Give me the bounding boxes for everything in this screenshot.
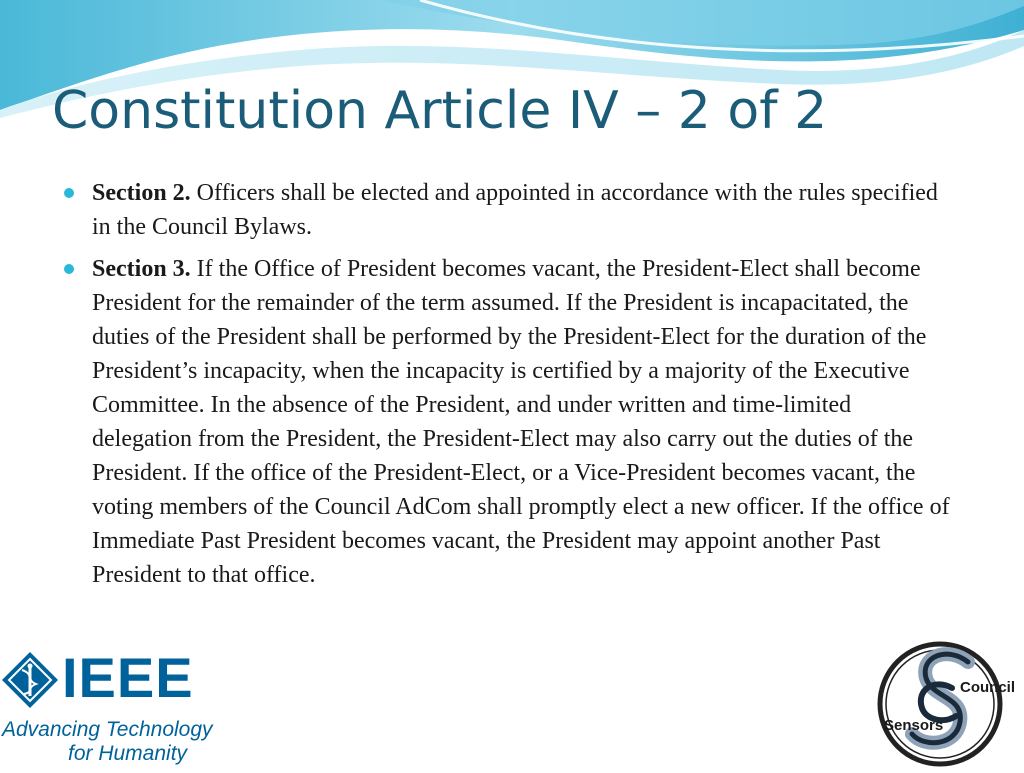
section-label: Section 3. bbox=[92, 256, 191, 282]
section-text: Officers shall be elected and appointed in accordance with the rules specified in the Council Bylaws. bbox=[92, 180, 938, 240]
ieee-wordmark: IEEE bbox=[62, 646, 194, 709]
council-label: Council bbox=[960, 679, 1015, 696]
bullet-item-section-3 bbox=[62, 252, 952, 592]
sensors-council-emblem-icon bbox=[860, 638, 1024, 768]
slide-title: Constitution Article IV – 2 of 2 bbox=[52, 81, 828, 141]
ieee-diamond-icon bbox=[0, 650, 60, 710]
ieee-logo bbox=[0, 646, 213, 768]
bullet-dot-icon bbox=[64, 188, 74, 198]
bullet-list bbox=[62, 176, 952, 600]
sensors-label: Sensors bbox=[884, 717, 944, 734]
section-label: Section 2. bbox=[92, 180, 191, 206]
bullet-item-section-2 bbox=[62, 176, 952, 244]
section-text: If the Office of President becomes vacant, the President-Elect shall become President for the remainder of the term assumed. If the President is incapacitated, the duties of the President shall be performed by the President-Elect for the duration of the President’s incapacity, when the incapacity is certified by a majority of the Executive Committee. In the absence of the President, and under written and time-limited delegation from the President, the President-Elect may also carry out the duties of the President. If the office of the President-Elect, or a Vice-President becomes vacant, the voting members of the Council AdCom shall promptly elect a new officer. If the office of Immediate Past President becomes vacant, the President may appoint another Past President to that office. bbox=[92, 256, 950, 588]
ieee-tagline-line2: for Humanity bbox=[68, 742, 188, 765]
sensors-council-logo bbox=[860, 638, 1024, 768]
bullet-dot-icon bbox=[64, 264, 74, 274]
ieee-tagline-line1: Advancing Technology bbox=[2, 718, 213, 741]
